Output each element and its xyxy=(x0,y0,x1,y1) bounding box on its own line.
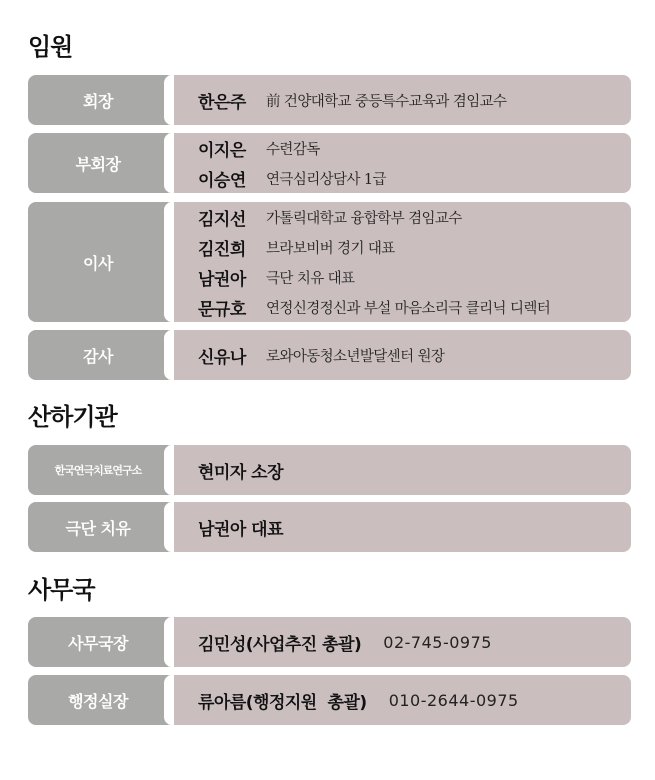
member-desc: 극단 치유 대표 xyxy=(266,270,355,287)
secretariat-row xyxy=(28,675,631,725)
member-desc: 수련감독 xyxy=(266,141,320,158)
affiliate-label: 한국연극치료연구소 xyxy=(28,445,168,495)
affiliate-label: 극단 치유 xyxy=(28,502,168,552)
row-notch xyxy=(164,202,174,322)
section-title-affiliates: 산하기관 xyxy=(28,403,117,431)
member-name: 김진희 xyxy=(198,239,246,260)
member-desc: 로와아동청소년발달센터 원장 xyxy=(266,348,445,365)
staff-name: 김민성(사업추진 총괄) xyxy=(198,634,362,655)
staff-name: 류아름(행정지원 총괄) xyxy=(198,692,367,713)
affiliate-row xyxy=(28,502,631,552)
phone-number: 010-2644-0975 xyxy=(388,690,519,710)
section-title-officers: 임원 xyxy=(28,33,73,61)
member-name: 신유나 xyxy=(198,347,246,368)
member-name: 이승연 xyxy=(198,170,246,191)
row-notch xyxy=(164,675,174,725)
officer-row-chairman xyxy=(28,75,631,125)
row-notch xyxy=(164,502,174,552)
secretariat-row xyxy=(28,617,631,667)
officer-row-vice xyxy=(28,133,631,193)
member-name: 남권아 xyxy=(198,269,246,290)
affiliate-value: 현미자 소장 xyxy=(198,462,284,483)
affiliate-value: 남권아 대표 xyxy=(198,519,284,540)
role-label-directors: 이사 xyxy=(28,202,168,322)
section-title-secretariat: 사무국 xyxy=(28,576,95,604)
member-desc: 前 건양대학교 중등특수교육과 겸임교수 xyxy=(266,93,507,110)
member-desc: 브라보비버 경기 대표 xyxy=(266,240,395,257)
row-notch xyxy=(164,445,174,495)
member-desc: 연정신경정신과 부설 마음소리극 클리닉 디렉터 xyxy=(266,300,551,317)
row-notch xyxy=(164,330,174,380)
phone-number: 02-745-0975 xyxy=(383,632,492,652)
affiliate-row xyxy=(28,445,631,495)
officer-row-auditor xyxy=(28,330,631,380)
member-name: 이지은 xyxy=(198,140,246,161)
member-name: 문규호 xyxy=(198,299,246,320)
row-notch xyxy=(164,133,174,193)
officer-row-directors xyxy=(28,202,631,322)
secretariat-label: 사무국장 xyxy=(28,617,168,667)
row-notch xyxy=(164,617,174,667)
member-name: 한은주 xyxy=(198,92,246,113)
row-notch xyxy=(164,75,174,125)
role-label-chairman: 회장 xyxy=(28,75,168,125)
member-desc: 가톨릭대학교 융합학부 겸임교수 xyxy=(266,210,462,227)
role-label-vice: 부회장 xyxy=(28,133,168,193)
secretariat-label: 행정실장 xyxy=(28,675,168,725)
role-label-auditor: 감사 xyxy=(28,330,168,380)
member-name: 김지선 xyxy=(198,209,246,230)
member-desc: 연극심리상담사 1급 xyxy=(266,171,386,188)
